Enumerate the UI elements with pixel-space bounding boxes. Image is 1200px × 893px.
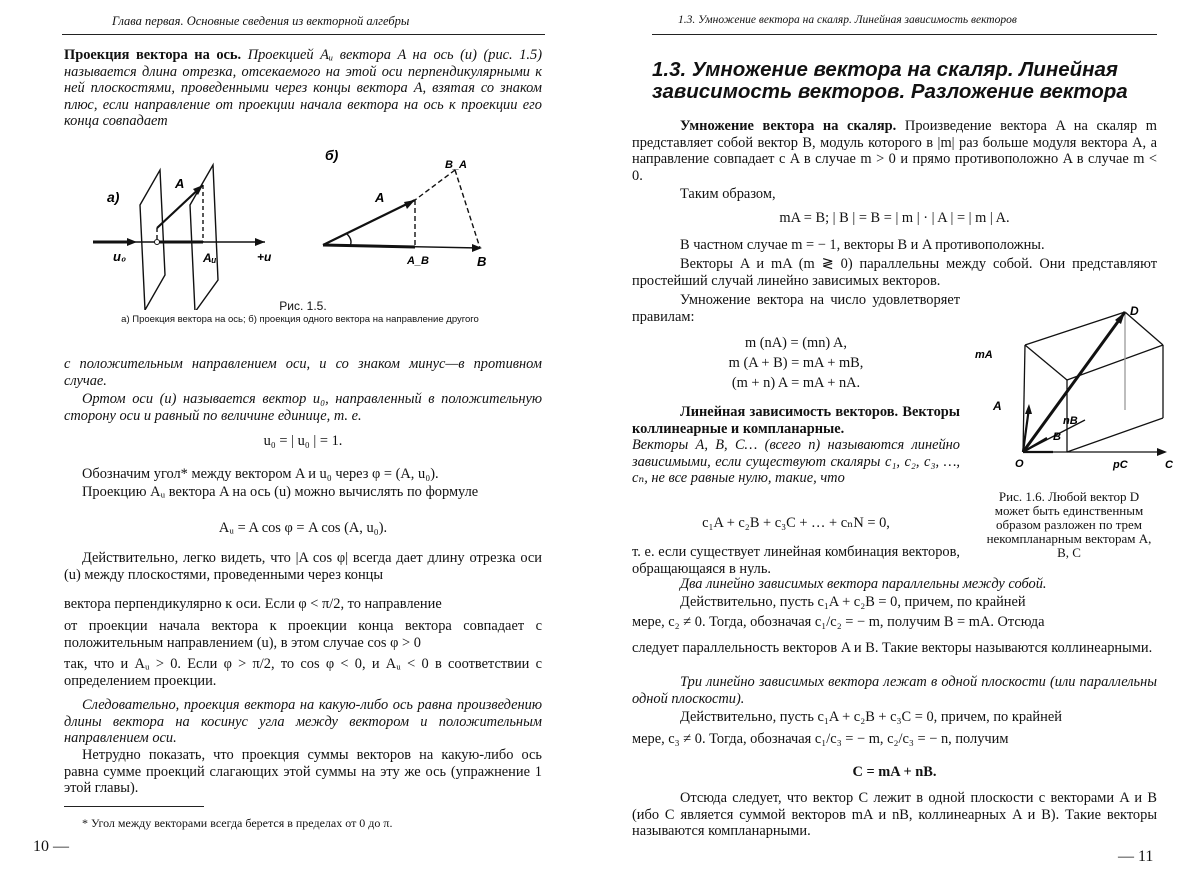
section-title-line-1: 1.3. Умножение вектора на скаляр. Линейная	[652, 58, 1118, 81]
indeed-2-line-1: Действительно, пусть c₁A + c₂B + c₃C = 0, причем, по крайней	[680, 709, 1062, 725]
two-dependent: Два линейно зависимых вектора параллельны между собой.	[680, 576, 1047, 592]
linear-paragraph: Векторы A, B, C… (всего n) называются линейно зависимыми, если существуют скаляры c₁, c₂, c₃, …, cₙ, не все равные нулю, такие, что	[632, 437, 960, 487]
rule-1: m (nA) = (mn) A,	[744, 335, 848, 351]
equation-projection: Aᵤ = A cos φ = A cos (A, u₀).	[218, 520, 388, 536]
projection-formula-paragraph: Проекцию Aᵤ вектора A на ось (u) можно вычислять по формуле	[82, 484, 479, 500]
linear-heading: Линейная зависимость векторов. Векторы коллинеарные и компланарные.	[632, 404, 960, 437]
axis-C-arrow-icon	[1157, 448, 1167, 456]
particular-case: В частном случае m = − 1, векторы B и A противоположны.	[680, 237, 1045, 253]
rule-2: m (A + B) = mA + mB,	[728, 355, 864, 371]
u0-arrow-icon	[127, 238, 137, 246]
fig-label-B: B	[1053, 431, 1061, 443]
projection-heading: Проекция вектора на ось.	[64, 47, 242, 63]
fig-label-pC: pC	[1113, 459, 1128, 471]
multiplication-text: Произведение вектора A на скаляр m представляет собой вектор B, модуль которого в |m| раз больше модуля вектора A, а направление совпадает с A в случае m > 0 и прямо противоположно A в случае m < 0.	[632, 118, 1157, 184]
projection-paragraph	[64, 47, 542, 130]
multiplication-heading: Умножение вектора на скаляр.	[680, 118, 897, 134]
indeed-2-line-2: мере, c₃ ≠ 0. Тогда, обозначая c₁/c₃ = − m, c₂/c₃ = − n, получим	[632, 731, 1009, 747]
equation-mA-B: mA = B; | B | = B = | m | · | A | = | m | A.	[779, 210, 1010, 226]
u-axis-arrow-icon	[255, 238, 265, 246]
fig-label-A: A	[175, 176, 185, 191]
fig-label-mA: mA	[975, 349, 993, 361]
parallel-paragraph: Векторы A и mA (m ≷ 0) параллельны между собой. Они представляют простейший случай линейно зависимых векторов.	[632, 256, 1157, 289]
hence-paragraph: Отсюда следует, что вектор C лежит в одной плоскости с векторами A и B (ибо C является суммой векторов mA и nB, коллинеарных A и B). Такие векторы называются компланарными.	[632, 790, 1157, 840]
figure-caption: а) Проекция вектора на ось; б) проекция одного вектора на направление другого	[121, 314, 479, 325]
three-dependent: Три линейно зависимых вектора лежат в одной плоскости (или параллельны одной плоскости).	[632, 674, 1157, 707]
page-number-right: — 11	[1118, 848, 1154, 865]
ort-paragraph: Ортом оси (u) называется вектор u₀, направленный в положительную сторону оси и равный по величине единице, т. е.	[64, 391, 542, 424]
figure-1-6	[965, 300, 1180, 475]
sum-paragraph: Нетрудно показать, что проекция суммы векторов на какую-либо ось равна сумме проекций слагающих этой суммы на эту же ось (упражнение 1 этой главы).	[64, 747, 542, 797]
figure-1-5	[85, 140, 505, 310]
footnote-rule	[64, 806, 204, 807]
fig-label-nB: nB	[1063, 415, 1078, 427]
fig-label-Ab: A_B	[407, 255, 430, 267]
angle-paragraph: Обозначим угол* между вектором A и u₀ через φ = (A, u₀).	[82, 466, 439, 482]
section-title-line-2: зависимость векторов. Разложение вектора	[652, 80, 1128, 103]
page-number-left: 10 —	[33, 838, 69, 855]
vector-A-arrow-icon	[1025, 404, 1032, 414]
indeed-1-line-3: следует параллельность векторов A и B. Такие векторы называются коллинеарными.	[632, 640, 1153, 656]
projection-Ab	[323, 245, 415, 247]
combination-paragraph: т. е. если существует линейная комбинация векторов, обращающаяся в нуль.	[632, 544, 960, 577]
fig-label-Ba: B_A	[445, 159, 468, 171]
indeed-1-line-2: мере, c₂ ≠ 0. Тогда, обозначая c₁/c₂ = − m, получим B = mA. Отсюда	[632, 614, 1045, 630]
cube-edge	[1067, 345, 1163, 380]
indeed-1-line-1: Действительно, пусть c₁A + c₂B = 0, причем, по крайней	[680, 594, 1026, 610]
vector-A-b-arrow-icon	[404, 200, 415, 209]
vector-B-arrow-icon	[472, 244, 482, 252]
multiplication-paragraph	[632, 118, 1157, 184]
rules-paragraph: Умножение вектора на число удовлетворяет правилам:	[632, 292, 960, 325]
indeed-paragraph-4: так, что и Aᵤ > 0. Если φ > π/2, то cos φ < 0, и Aᵤ < 0 в соответствии с определением проекции.	[64, 656, 542, 689]
fig-label-A-b: A	[375, 190, 385, 205]
consequence-paragraph: Следовательно, проекция вектора на какую-либо ось равна произведению длины вектора на косинус угла между вектором и положительным направлением оси.	[64, 697, 542, 747]
fig-label-u-axis: +u	[257, 250, 272, 264]
right-page	[600, 0, 1200, 893]
fig-label-O: O	[1015, 458, 1024, 470]
figure-title: Рис. 1.5.	[279, 299, 327, 313]
fig-label-A: A	[993, 399, 1002, 413]
fig-label-B: B	[477, 254, 487, 269]
fig-label-D: D	[1130, 304, 1139, 318]
running-head: Глава первая. Основные сведения из векторной алгебры	[112, 14, 410, 28]
plane-left	[140, 170, 165, 310]
fig-label-a: а)	[107, 189, 120, 205]
cube-edge	[1067, 418, 1163, 452]
fig-label-Au: Aᵤ	[203, 251, 217, 265]
thus-text: Таким образом,	[680, 186, 776, 202]
rule-3: (m + n) A = mA + nA.	[731, 375, 861, 391]
vector-D	[1023, 312, 1125, 452]
cube-edge	[1025, 312, 1125, 345]
indeed-paragraph-1: Действительно, легко видеть, что |A cos φ| всегда дает длину отрезка оси (u) между плоскостями, проведенными через концы	[64, 550, 542, 583]
header-rule	[62, 34, 545, 35]
equation-C: C = mA + nB.	[852, 764, 937, 780]
perp-to-A	[415, 170, 455, 200]
cube-edge	[1025, 345, 1067, 380]
header-rule	[652, 34, 1157, 35]
equation-u0: u₀ = | u₀ | = 1.	[263, 433, 343, 449]
equation-linear-combination: c₁A + c₂B + c₃C + … + cₙN = 0,	[702, 515, 890, 531]
continuation-paragraph: с положительным направлением оси, и со знаком минус—в противном случае.	[64, 356, 542, 389]
figure-1-6-caption: Рис. 1.6. Любой вектор D может быть единственным образом разложен по трем некомпланарным векторам A, B, C	[986, 489, 1152, 560]
projection-text: Проекцией Aᵤ вектора A на ось (u) (рис. 1.5) называется длина отрезка, отсекаемого на этой оси перпендикулярными к ней плоскостями, проведенными через концы вектора A, взятая со знаком плюс, если направление от проекции начала вектора на ось к проекции его конца совпадает	[64, 47, 542, 130]
indeed-paragraph-3: от проекции начала вектора к проекции конца вектора совпадает с положительным направлением (u), в этом случае cos φ > 0	[64, 618, 542, 651]
fig-label-u0: u₀	[113, 249, 127, 264]
footnote: * Угол между векторами всегда берется в пределах от 0 до π.	[82, 816, 393, 830]
plane-right	[190, 165, 218, 310]
proj-point-start	[155, 240, 160, 245]
indeed-paragraph-2: вектора перпендикулярно к оси. Если φ < π/2, то направление	[64, 596, 442, 612]
running-head: 1.3. Умножение вектора на скаляр. Линейная зависимость векторов	[678, 14, 1017, 26]
fig-label-C: C	[1165, 459, 1173, 471]
fig-label-b: б)	[325, 147, 339, 163]
perp-from-B	[455, 170, 480, 248]
vector-A-b	[323, 200, 415, 245]
